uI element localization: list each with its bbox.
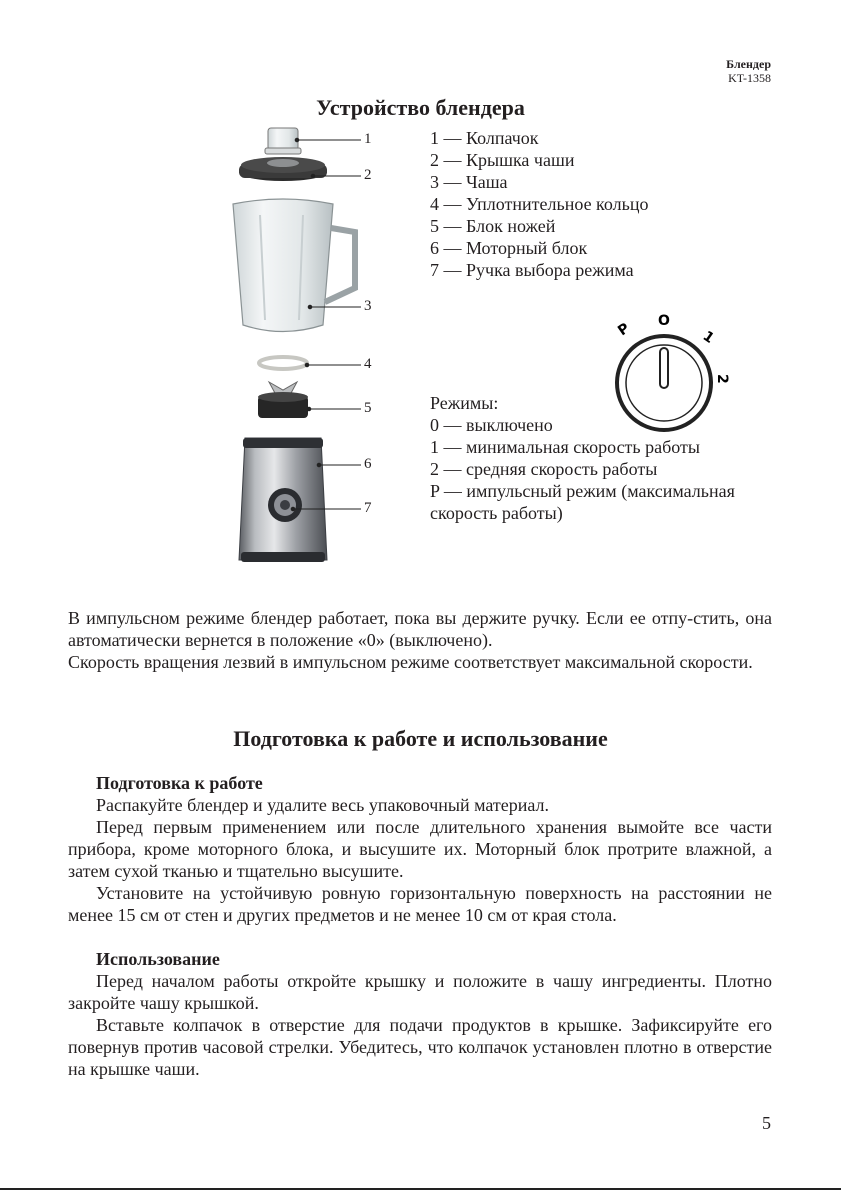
paragraph: Вставьте колпачок в отверстие для подачи продуктов в крышке. Зафиксируйте его повернув против часовой стрелки. Убедитесь, что колпачок установлен плотно в отверстие на крышке чаши.: [68, 1015, 772, 1079]
product-name: Блендер: [726, 57, 771, 71]
dial-label-1: 1: [699, 328, 717, 347]
paragraph: Скорость вращения лезвий в импульсном режиме соответствует максимальной скорости.: [68, 652, 753, 672]
part-item: 4 — Уплотнительное кольцо: [430, 194, 649, 214]
callout-7: 7: [364, 500, 372, 516]
page-number: 5: [762, 1113, 771, 1133]
modes-heading: Режимы:: [430, 393, 499, 413]
part-item: 7 — Ручка выбора режима: [430, 260, 634, 280]
callout-3: 3: [364, 298, 372, 314]
paragraph: Распакуйте блендер и удалите весь упаковочный материал.: [96, 795, 550, 815]
paragraph: В импульсном режиме блендер работает, пока вы держите ручку. Если ее отпу-стить, она автоматически вернется в положение «0» (выключено).: [68, 608, 772, 650]
part-item: 5 — Блок ножей: [430, 216, 556, 236]
model-number: KT-1358: [728, 71, 771, 85]
parts-list: [430, 127, 648, 281]
page-bottom-rule: [0, 1188, 841, 1190]
prep-section: [68, 772, 772, 926]
callout-4: 4: [364, 356, 372, 372]
part-item: 2 — Крышка чаши: [430, 150, 575, 170]
callout-6: 6: [364, 456, 372, 472]
callout-5: 5: [364, 400, 372, 416]
dial-label-p: P: [615, 320, 633, 340]
paragraph: Перед началом работы откройте крышку и положите в чашу ингредиенты. Плотно закройте чашу крышкой.: [68, 971, 772, 1013]
usage-heading: Использование: [96, 949, 220, 969]
callout-2: 2: [364, 167, 372, 183]
doc-header: [726, 57, 771, 85]
mode-item: 2 — средняя скорость работы: [430, 459, 658, 479]
part-item: 1 — Колпачок: [430, 128, 539, 148]
pulse-mode-text: [68, 607, 772, 673]
dial-label-0: O: [658, 313, 670, 329]
paragraph: Перед первым применением или после длительного хранения вымойте все части прибора, кроме моторного блока, и высушите их. Моторный блок протрите влажной, а затем сухой тканью и тщательно высушите.: [68, 817, 772, 881]
part-item: 6 — Моторный блок: [430, 238, 588, 258]
part-item: 3 — Чаша: [430, 172, 508, 192]
modes-list: [430, 392, 775, 524]
prep-heading: Подготовка к работе: [96, 773, 263, 793]
dial-label-2: 2: [714, 374, 730, 384]
mode-item: 0 — выключено: [430, 415, 553, 435]
section-title: Подготовка к работе и использование: [233, 726, 608, 751]
mode-item: P — импульсный режим (максимальная скорость работы): [430, 481, 735, 523]
callout-1: 1: [364, 131, 372, 147]
callout-lines: [285, 125, 365, 520]
usage-section: [68, 948, 772, 1080]
paragraph: Установите на устойчивую ровную горизонтальную поверхность на расстоянии не менее 15 см от стен и других предметов и не менее 10 см от края стола.: [68, 883, 772, 925]
mode-item: 1 — минимальная скорость работы: [430, 437, 700, 457]
page-title: Устройство блендера: [316, 95, 525, 120]
